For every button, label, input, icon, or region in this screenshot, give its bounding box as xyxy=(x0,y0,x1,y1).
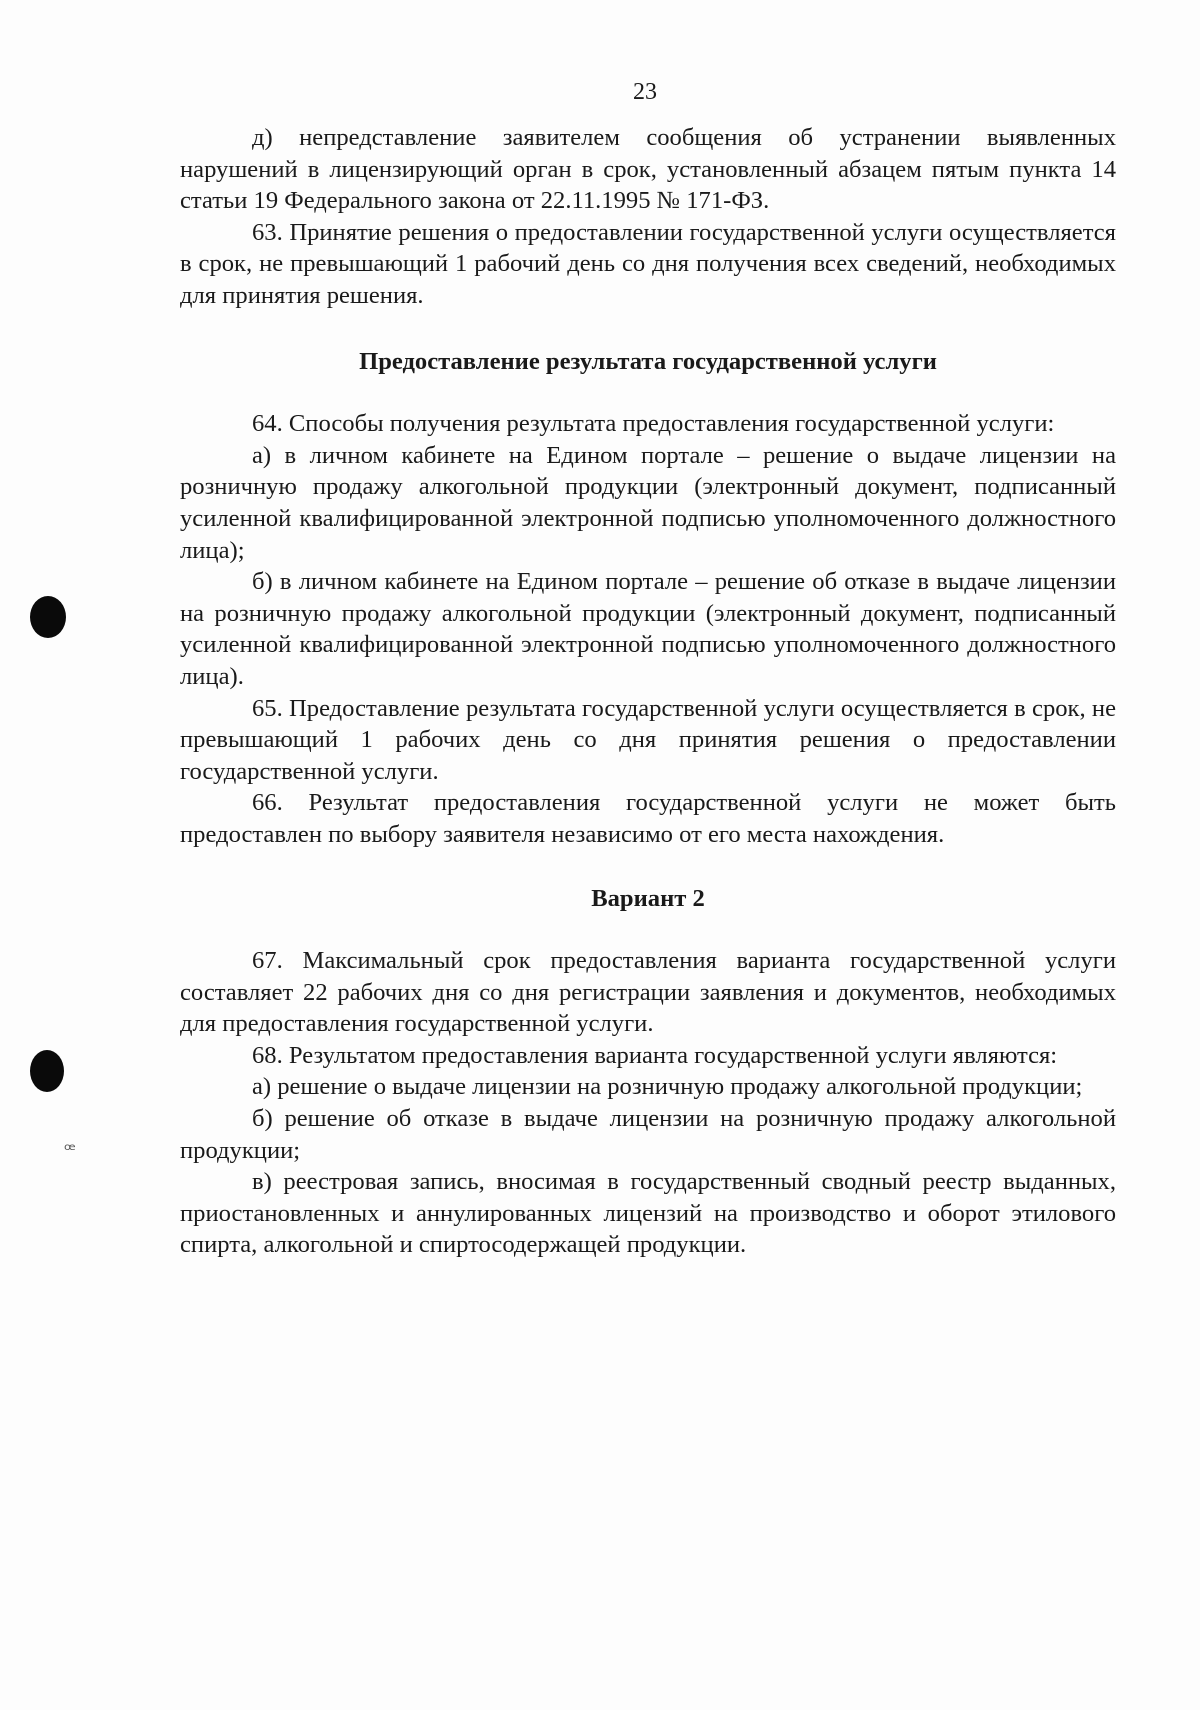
scan-smudge: ꟹ xyxy=(64,1140,76,1161)
punch-hole-mark xyxy=(30,596,66,638)
section-heading: Вариант 2 xyxy=(591,885,705,913)
paragraph: д) непредставление заявителем сообщения об устранении выявленных нарушений в лицензирующий орган в срок, установленный абзацем пятым пункта 14 статьи 19 Федерального закона от 22.11.1995 № 171-ФЗ. xyxy=(180,124,1116,215)
paragraph: б) в личном кабинете на Едином портале – решение об отказе в выдаче лицензии на розничную продажу алкогольной продукции (электронный документ, подписанный усиленной квалифицированной электронной подписью уполномоченного должностного лица). xyxy=(180,568,1116,690)
document-body xyxy=(180,122,1116,1261)
paragraph: в) реестровая запись, вносимая в государственный сводный реестр выданных, приостановленных и аннулированных лицензий на производство и оборот этилового спирта, алкогольной и спиртосодержащей продукции. xyxy=(180,1168,1116,1259)
paragraph: 66. Результат предоставления государственной услуги не может быть предоставлен по выбору заявителя независимо от его места нахождения. xyxy=(180,789,1116,848)
paragraph: б) решение об отказе в выдаче лицензии на розничную продажу алкогольной продукции; xyxy=(180,1105,1116,1164)
paragraph: 63. Принятие решения о предоставлении государственной услуги осуществляется в срок, не превышающий 1 рабочий день со дня получения всех сведений, необходимых для принятия решения. xyxy=(180,218,1116,309)
paragraph: 68. Результатом предоставления варианта государственной услуги являются: xyxy=(252,1041,1058,1069)
section-heading: Предоставление результата государственной услуги xyxy=(359,347,937,375)
punch-hole-mark xyxy=(30,1050,64,1092)
paragraph: 64. Способы получения результата предоставления государственной услуги: xyxy=(252,410,1055,438)
paragraph: а) в личном кабинете на Едином портале – решение о выдаче лицензии на розничную продажу алкогольной продукции (электронный документ, подписанный усиленной квалифицированной электронной подписью уполномоченного должностного лица); xyxy=(180,441,1116,564)
paragraph: 67. Максимальный срок предоставления варианта государственной услуги составляет 22 рабочих дня со дня регистрации заявления и документов, необходимых для предоставления государственной услуги. xyxy=(180,947,1116,1038)
paragraph: 65. Предоставление результата государственной услуги осуществляется в срок, не превышающий 1 рабочих день со дня принятия решения о предоставлении государственной услуги. xyxy=(180,694,1116,785)
page-number: 23 xyxy=(633,79,657,105)
paragraph: а) решение о выдаче лицензии на розничную продажу алкогольной продукции; xyxy=(252,1073,1083,1101)
